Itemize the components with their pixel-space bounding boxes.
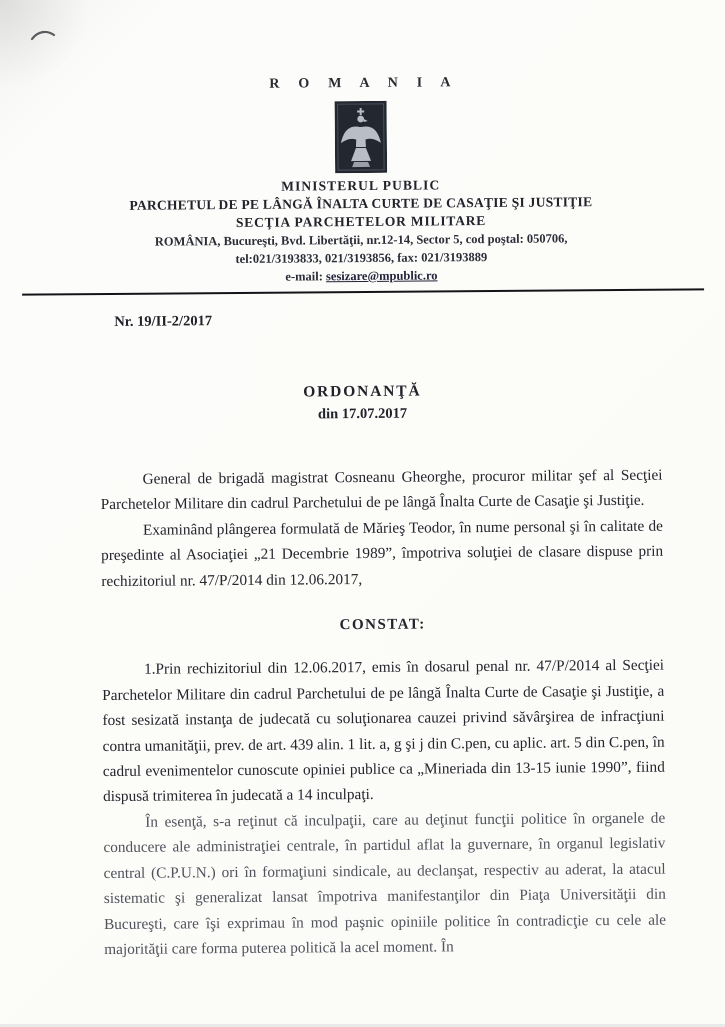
header-divider — [22, 288, 704, 295]
paragraph-3: 1.Prin rechizitoriul din 12.06.2017, emis în dosarul penal nr. 47/P/2014 al Secţiei Parchetelor Militare din cadrul Parchetului de pe lângă Înalta Curte de Casaţie şi Justiţie, a fost sesizată instanţa de judecată cu soluţionarea cauzei privind săvârşirea de infracţiuni contra umanităţii, prev. de art. 439 alin. 1 lit. a, g şi j din C.pen, cu aplic. art. 5 din C.pen, în cadrul evenimentelor cunoscute opiniei publice ca „Mineriada din 13-15 iunie 1990”, fiind dispusă trimiterea în judecată a 14 inculpaţi. — [102, 657, 665, 806]
email-label: e-mail: — [285, 269, 323, 284]
phone-line: tel:021/3193833, 021/3193856, fax: 021/3193889 — [235, 250, 488, 266]
letterhead — [0, 0, 724, 296]
email-line — [0, 266, 724, 287]
document-body — [100, 463, 666, 963]
document-number: Nr. 19/II-2/2017 — [114, 313, 213, 330]
coat-of-arms-icon — [334, 101, 387, 173]
address-line: ROMÂNIA, Bucureşti, Bvd. Libertăţii, nr.12-14, Sector 5, cod poştal: 050706, — [154, 231, 568, 249]
section-name: SECŢIA PARCHETELOR MILITARE — [235, 213, 487, 230]
constat-heading: CONSTAT: — [339, 616, 426, 634]
paragraph-4: În esenţă, s-a reţinut că inculpaţii, care au deţinut funcţii politice în organele de conducere ale administraţiei centrale, în partidul aflat la guvernare, în organul legislativ central (C.P.U.N.) ori în formaţiuni sindicale, au declanşat, respectiv au aderat, la atacul sistematic şi generalizat lansat împotriva manifestanţilor din Piaţa Universităţii din Bucureşti, care îşi exprimau în mod paşnic opiniile politice în contradicţie cu cele ale majorităţii care forma puterea politică la acel moment. În — [103, 809, 667, 958]
document-date: din 17.07.2017 — [317, 405, 408, 423]
institution-name: PARCHETUL DE PE LÂNGĂ ÎNALTA CURTE DE CASAŢIE ŞI JUSTIŢIE — [129, 194, 593, 213]
document-title: ORDONANŢĂ — [303, 382, 422, 401]
ministry-name: MINISTERUL PUBLIC — [281, 177, 441, 194]
paragraph-2: Examinând plângerea formulată de Mărieş Teodor, în nume personal şi în calitate de preşedinte al Asociaţiei „21 Decembrie 1989”, împotriva soluţiei de clasare dispuse prin rechizitoriul nr. 47/P/2014 din 12.06.2017, — [101, 517, 664, 590]
country-label: R O M A N I A — [269, 75, 459, 92]
email-address: sesizare@mpublic.ro — [325, 268, 438, 284]
paragraph-1: General de brigadă magistrat Cosneanu Gheorghe, procuror militar şef al Secţiei Parchetelor Militare din cadrul Parchetului de pe lângă Înalta Curte de Casaţie şi Justiţie. — [100, 466, 663, 514]
